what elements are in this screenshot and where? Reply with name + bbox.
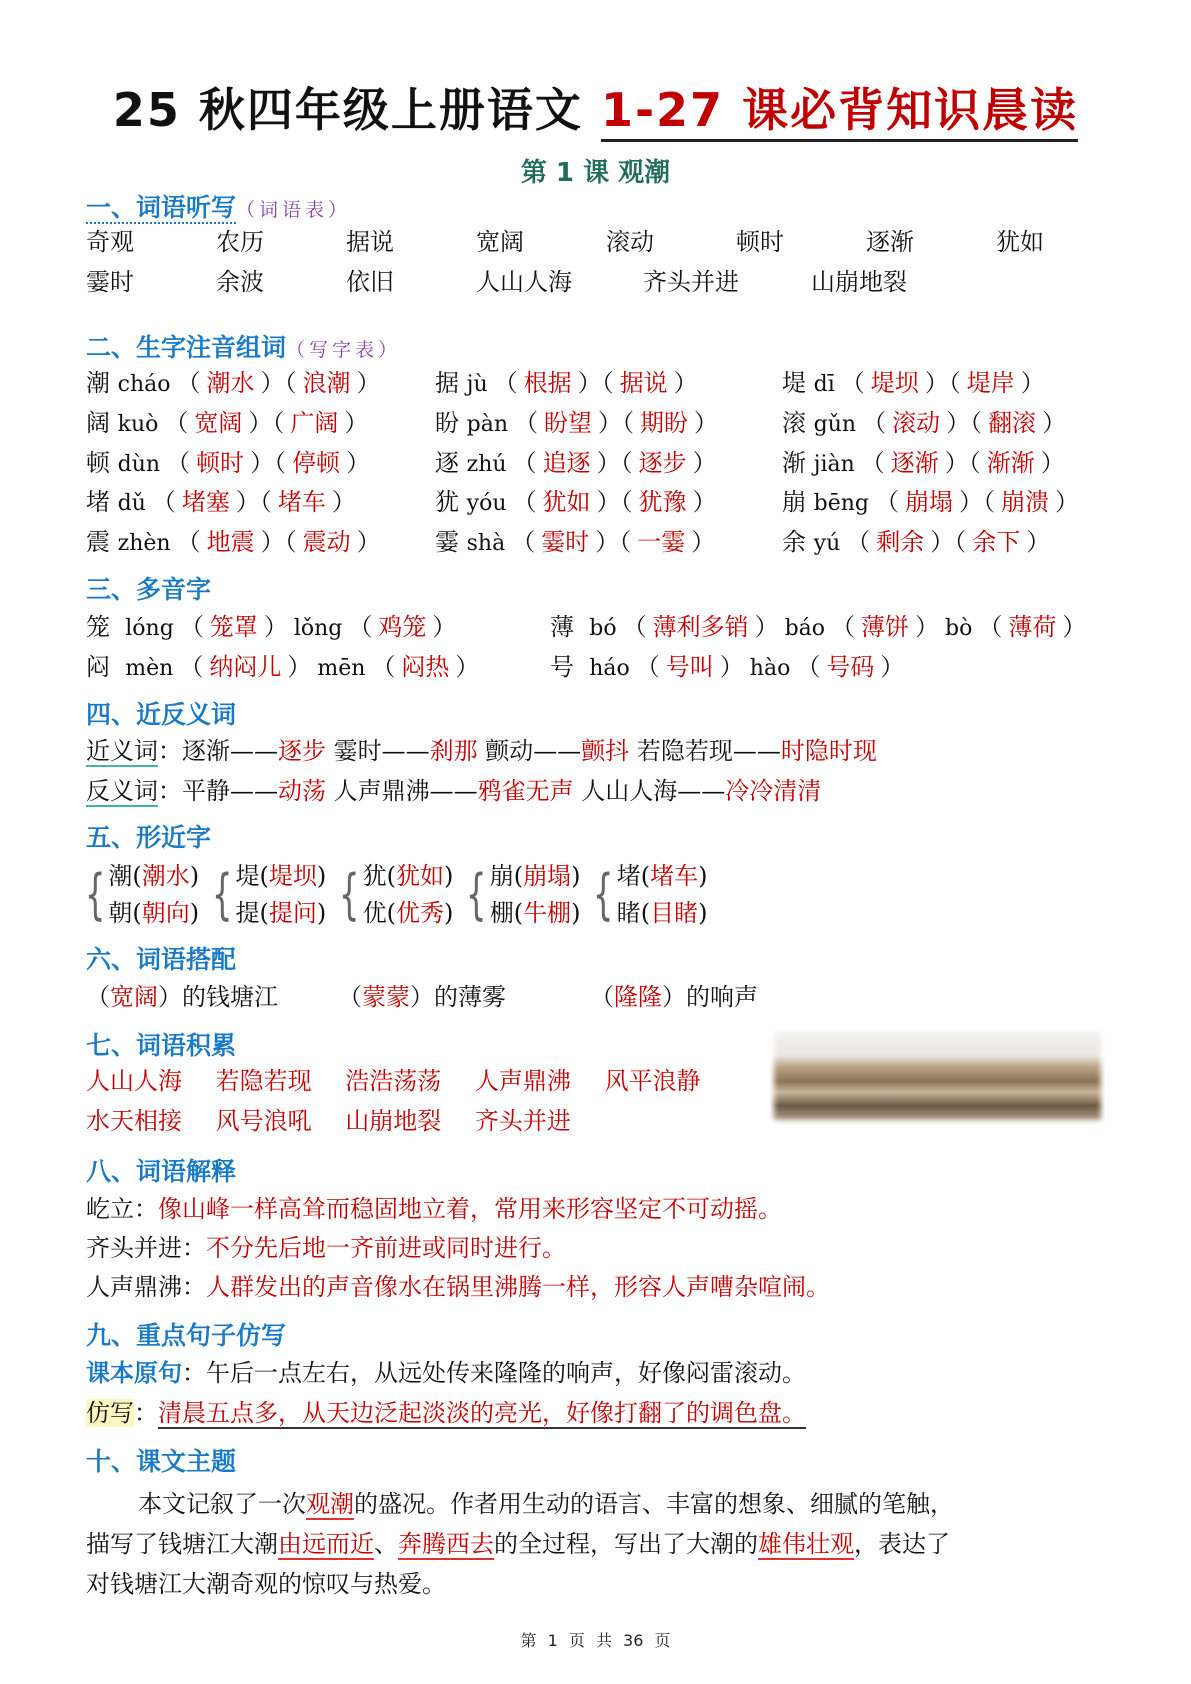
brace-icon: {: [593, 863, 614, 926]
definition-item: 屹立：像山峰一样高耸而稳固地立着，常用来形容坚定不可动摇。: [86, 1195, 782, 1223]
section-6-heading: 六、词语搭配: [86, 945, 237, 974]
brace-icon: {: [211, 863, 233, 926]
section-10-heading: 十、课文主题: [86, 1447, 237, 1476]
collocation-item: （宽阔）的钱塘江: [86, 983, 278, 1011]
accumulation-row-2: 水天相接 风号浪吼 山崩地裂 齐头并进: [86, 1107, 571, 1135]
section-1-heading: [86, 188, 351, 224]
pinyin-item: 据 jù （ 根据 ）（ 据说 ）: [435, 369, 698, 397]
section-title: 二、生字注音组词: [86, 333, 287, 362]
antonyms-label: 反义词: [86, 777, 158, 805]
page-footer: 第 1 页 共 36 页: [520, 1631, 671, 1650]
brace-icon: {: [84, 863, 106, 926]
imitation-label: 仿写: [86, 1399, 134, 1427]
title-black-part: 25 秋四年级上册语文: [112, 83, 583, 137]
brace-icon: {: [339, 863, 360, 926]
vocab-word: 农历: [216, 228, 264, 256]
pinyin-item: 余 yú （ 剩余 ）（ 余下 ）: [782, 528, 1051, 556]
pinyin-item: 震 zhèn （ 地震 ）（ 震动 ）: [86, 528, 381, 556]
similar-char-group: { 堤(堤坝) 提(提问): [211, 862, 327, 927]
pinyin-item: 盼 pàn （ 盼望 ）（ 期盼 ）: [435, 409, 719, 437]
similar-char-group: { 崩(崩塌) 棚(牛棚): [466, 862, 581, 927]
document-title: [0, 82, 1191, 138]
pinyin-item: 犹 yóu （ 犹如 ）（ 犹豫 ）: [435, 488, 717, 516]
synonyms-label: 近义词: [86, 737, 158, 765]
accumulation-row-1: 人山人海 若隐若现 浩浩荡荡 人声鼎沸 风平浪静: [86, 1067, 701, 1095]
vocab-word: 犹如: [996, 228, 1044, 256]
brace-icon: {: [466, 863, 487, 926]
pinyin-item: 崩 bēng （ 崩塌 ）（ 崩溃 ）: [782, 488, 1079, 516]
pinyin-item: 堵 dǔ （ 堵塞 ）（ 堵车 ）: [86, 488, 356, 516]
section-4-heading: 四、近反义词: [86, 700, 237, 729]
pinyin-item: 堤 dī （ 堤坝 ）（ 堤岸 ）: [782, 369, 1045, 397]
polyphone-men: 闷 mèn （ 纳闷儿 ） mēn （ 闷热 ）: [86, 653, 480, 681]
section-5-heading: 五、形近字: [86, 823, 212, 852]
collocation-item: （隆隆）的响声: [590, 983, 758, 1011]
vocab-word: 人山人海: [476, 268, 572, 296]
vocab-word: 顿时: [736, 228, 784, 256]
definition-item: 齐头并进：不分先后地一齐前进或同时进行。: [86, 1234, 566, 1262]
vocab-word: 齐头并进: [643, 268, 739, 296]
antonyms-line: 反义词：平静——动荡 人声鼎沸——鸦雀无声 人山人海——冷冷清清: [86, 777, 822, 805]
polyphone-hao: 号 háo （ 号叫 ） hào （ 号码 ）: [550, 653, 905, 681]
section-note: （词语表）: [236, 199, 352, 221]
vocab-word: 滚动: [606, 228, 654, 256]
collocation-item: （蒙蒙）的薄雾: [338, 983, 506, 1011]
section-9-heading: 九、重点句子仿写: [86, 1321, 287, 1350]
similar-char-group: { 犹(犹如) 优(优秀): [339, 862, 454, 927]
synonyms-line: 近义词：逐渐——逐步 霎时——刹那 颤动——颤抖 若隐若现——时隐时现: [86, 737, 877, 765]
polyphone-long: 笼 lóng （ 笼罩 ） lǒng （ 鸡笼 ）: [86, 613, 457, 641]
vocab-word: 依旧: [346, 268, 394, 296]
pinyin-item: 渐 jiàn （ 逐渐 ）（ 渐渐 ）: [782, 449, 1065, 477]
section-title: 一、词语听写: [86, 193, 237, 222]
lesson-title: 第 1 课 观潮: [520, 158, 671, 188]
pinyin-item: 阔 kuò （ 宽阔 ）（ 广阔 ）: [86, 409, 369, 437]
similar-char-group: { 潮(潮水) 朝(朝向): [84, 862, 200, 927]
vocab-word: 奇观: [86, 228, 134, 256]
definition-item: 人声鼎沸：人群发出的声音像水在锅里沸腾一样，形容人声嘈杂喧闹。: [86, 1273, 830, 1301]
pinyin-item: 顿 dùn （ 顿时 ）（ 停顿 ）: [86, 449, 371, 477]
section-3-heading: 三、多音字: [86, 575, 212, 604]
pinyin-item: 霎 shà （ 霎时 ）（ 一霎 ）: [435, 528, 716, 556]
pinyin-item: 潮 cháo （ 潮水 ）（ 浪潮 ）: [86, 369, 381, 397]
section-note: （写字表）: [286, 339, 402, 361]
theme-paragraph: 本文记叙了一次观潮的盛况。作者用生动的语言、丰富的想象、细腻的笔触， 描写了钱塘江大潮由远而近、奔腾西去的全过程，写出了大潮的雄伟壮观，表达了 对钱塘江大潮奇观的惊叹与热爱。: [86, 1490, 954, 1598]
section-8-heading: 八、词语解释: [86, 1157, 237, 1186]
title-red-part: 1-27 课必背知识晨读: [601, 83, 1078, 142]
vocab-word: 山崩地裂: [811, 268, 907, 296]
pinyin-item: 逐 zhú （ 追逐 ）（ 逐步 ）: [435, 449, 717, 477]
vocab-word: 据说: [346, 228, 394, 256]
vocab-word: 霎时: [86, 268, 134, 296]
section-7-heading: 七、词语积累: [86, 1031, 237, 1060]
polyphone-bao: 薄 bó （ 薄利多销 ） báo （ 薄饼 ） bò （ 薄荷 ）: [550, 613, 1087, 641]
vocab-word: 余波: [216, 268, 264, 296]
similar-chars: [78, 858, 714, 932]
section-2-heading: [86, 328, 401, 364]
similar-char-group: { 堵(堵车) 睹(目睹): [593, 862, 708, 927]
vocab-word: 宽阔: [476, 228, 524, 256]
original-label: 课本原句: [86, 1359, 182, 1387]
pinyin-item: 滚 gǔn （ 滚动 ）（ 翻滚 ）: [782, 409, 1067, 437]
original-sentence: 课本原句：午后一点左右，从远处传来隆隆的响声，好像闷雷滚动。: [86, 1359, 806, 1387]
imitation-sentence: 仿写：清晨五点多，从天边泛起淡淡的亮光，好像打翻了的调色盘。: [86, 1399, 806, 1427]
vocab-word: 逐渐: [866, 228, 914, 256]
tidal-bore-image: [770, 1028, 1105, 1125]
